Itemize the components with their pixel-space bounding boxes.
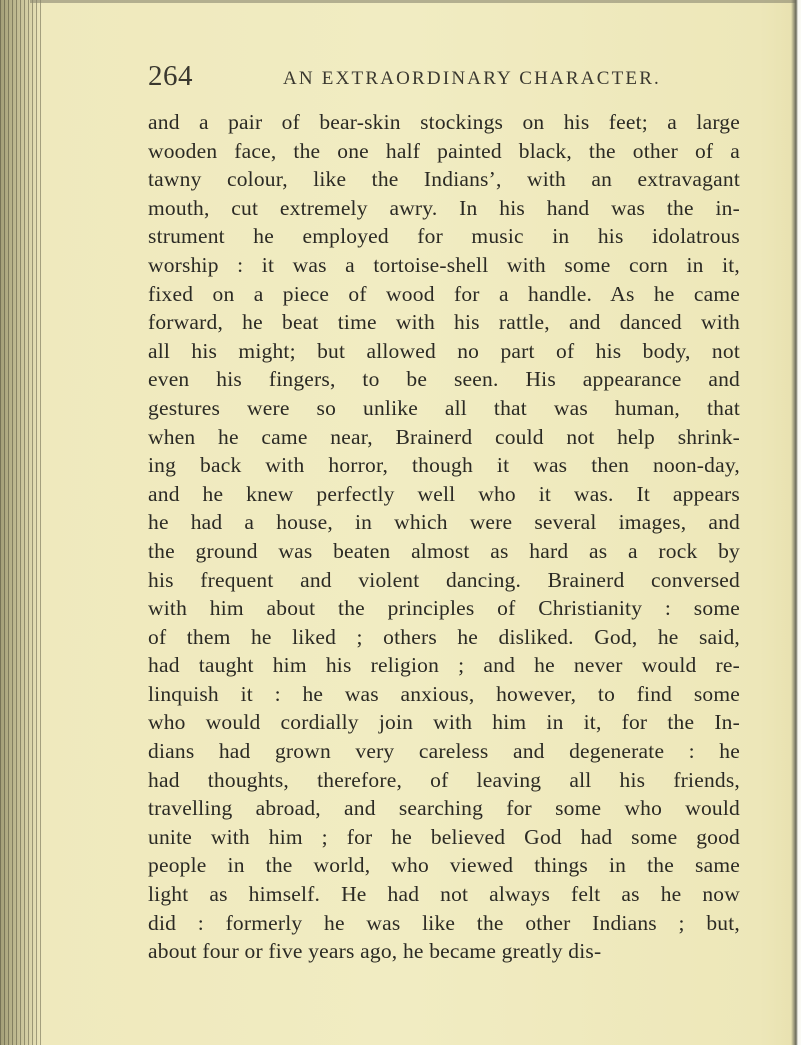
page-top-edge — [30, 0, 801, 3]
text-line: unite with him ; for he believed God had some good — [148, 824, 740, 849]
text-line: dians had grown very careless and degenerate : he — [148, 739, 740, 764]
text-line: of them he liked ; others he disliked. God, he said, — [148, 624, 740, 649]
text-line: travelling abroad, and searching for some who would — [148, 796, 740, 821]
text-line: who would cordially join with him in it, for the In- — [148, 710, 740, 735]
text-line: the ground was beaten almost as hard as a rock by — [148, 538, 740, 563]
text-line: even his fingers, to be seen. His appearance and — [148, 367, 740, 392]
text-line: and he knew perfectly well who it was. It appears — [148, 481, 740, 506]
page-right-edge — [791, 0, 801, 1045]
text-line: about four or five years ago, he became greatly dis- — [148, 939, 602, 964]
text-line: had taught him his religion ; and he never would re- — [148, 653, 740, 678]
text-line: forward, he beat time with his rattle, and danced with — [148, 310, 740, 335]
page-number: 264 — [148, 60, 193, 92]
text-line: had thoughts, therefore, of leaving all his friends, — [148, 767, 740, 792]
text-line: mouth, cut extremely awry. In his hand was the in- — [148, 195, 740, 220]
text-line: tawny colour, like the Indians’, with an extravagant — [148, 167, 740, 192]
text-line: strument he employed for music in his idolatrous — [148, 224, 740, 249]
text-line: did : formerly he was like the other Indians ; but, — [148, 910, 740, 935]
binding-shadow — [0, 0, 42, 1045]
text-line: people in the world, who viewed things in the same — [148, 853, 740, 878]
text-line: light as himself. He had not always felt as he now — [148, 882, 740, 907]
text-line: ing back with horror, though it was then noon-day, — [148, 453, 740, 478]
running-head: AN EXTRAORDINARY CHARACTER. — [283, 68, 662, 89]
text-line: fixed on a piece of wood for a handle. As he came — [148, 281, 740, 306]
text-line: with him about the principles of Christianity : some — [148, 596, 740, 621]
body-text — [148, 108, 740, 966]
text-line: and a pair of bear-skin stockings on his feet; a large — [148, 110, 740, 134]
text-line: all his might; but allowed no part of his body, not — [148, 338, 740, 363]
text-line: he had a house, in which were several images, and — [148, 510, 740, 535]
text-line: gestures were so unlike all that was human, that — [148, 395, 740, 420]
text-line: worship : it was a tortoise-shell with some corn in it, — [148, 252, 740, 277]
page-header — [148, 60, 748, 100]
text-line: linquish it : he was anxious, however, to find some — [148, 681, 740, 706]
text-line: wooden face, the one half painted black, the other of a — [148, 138, 740, 163]
text-line: when he came near, Brainerd could not help shrink- — [148, 424, 740, 449]
text-line: his frequent and violent dancing. Brainerd conversed — [148, 567, 740, 592]
